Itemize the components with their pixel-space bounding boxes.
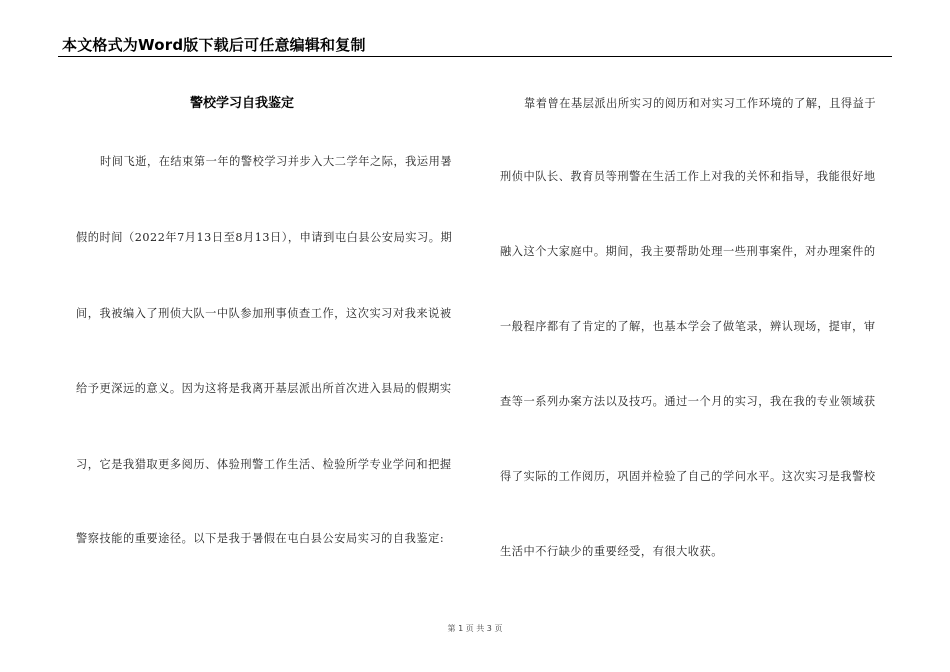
document-title: 警校学习自我鉴定 bbox=[190, 96, 295, 111]
left-paragraph-line: 时间飞逝，在结束第一年的警校学习并步入大二学年之际，我运用暑 bbox=[100, 155, 453, 168]
left-paragraph-line: 假的时间（2022年7月13日至8月13日），申请到屯白县公安局实习。期 bbox=[76, 231, 453, 244]
right-paragraph-line: 刑侦中队长、教育员等刑警在生活工作上对我的关怀和指导，我能很好地 bbox=[500, 170, 876, 183]
left-paragraph-line: 习，它是我猎取更多阅历、体验刑警工作生活、检验所学专业学问和把握 bbox=[76, 458, 452, 471]
right-paragraph-line: 得了实际的工作阅历，巩固并检验了自己的学问水平。这次实习是我警校 bbox=[500, 470, 876, 483]
left-paragraph-line: 给予更深远的意义。因为这将是我离开基层派出所首次进入县局的假期实 bbox=[76, 382, 452, 395]
right-paragraph-line: 融入这个大家庭中。期间，我主要帮助处理一些刑事案件，对办理案件的 bbox=[500, 245, 876, 258]
banner-divider bbox=[58, 56, 892, 57]
right-paragraph-line: 生活中不行缺少的重要经受，有很大收获。 bbox=[500, 545, 724, 558]
left-paragraph-line: 间，我被编入了刑侦大队一中队参加刑事侦查工作，这次实习对我来说被 bbox=[76, 307, 452, 320]
right-paragraph-line: 一般程序都有了肯定的了解，也基本学会了做笔录，辨认现场，提审，审 bbox=[500, 320, 876, 333]
left-paragraph-line: 警察技能的重要途径。以下是我于暑假在屯白县公安局实习的自我鉴定: bbox=[76, 532, 445, 545]
download-banner-text: 本文格式为Word版下载后可任意编辑和复制 bbox=[62, 36, 366, 54]
right-paragraph-line: 靠着曾在基层派出所实习的阅历和对实习工作环境的了解，且得益于 bbox=[524, 97, 877, 110]
page-number: 第 1 页 共 3 页 bbox=[447, 624, 503, 633]
right-paragraph-line: 查等一系列办案方法以及技巧。通过一个月的实习，我在我的专业领域获 bbox=[500, 395, 876, 408]
